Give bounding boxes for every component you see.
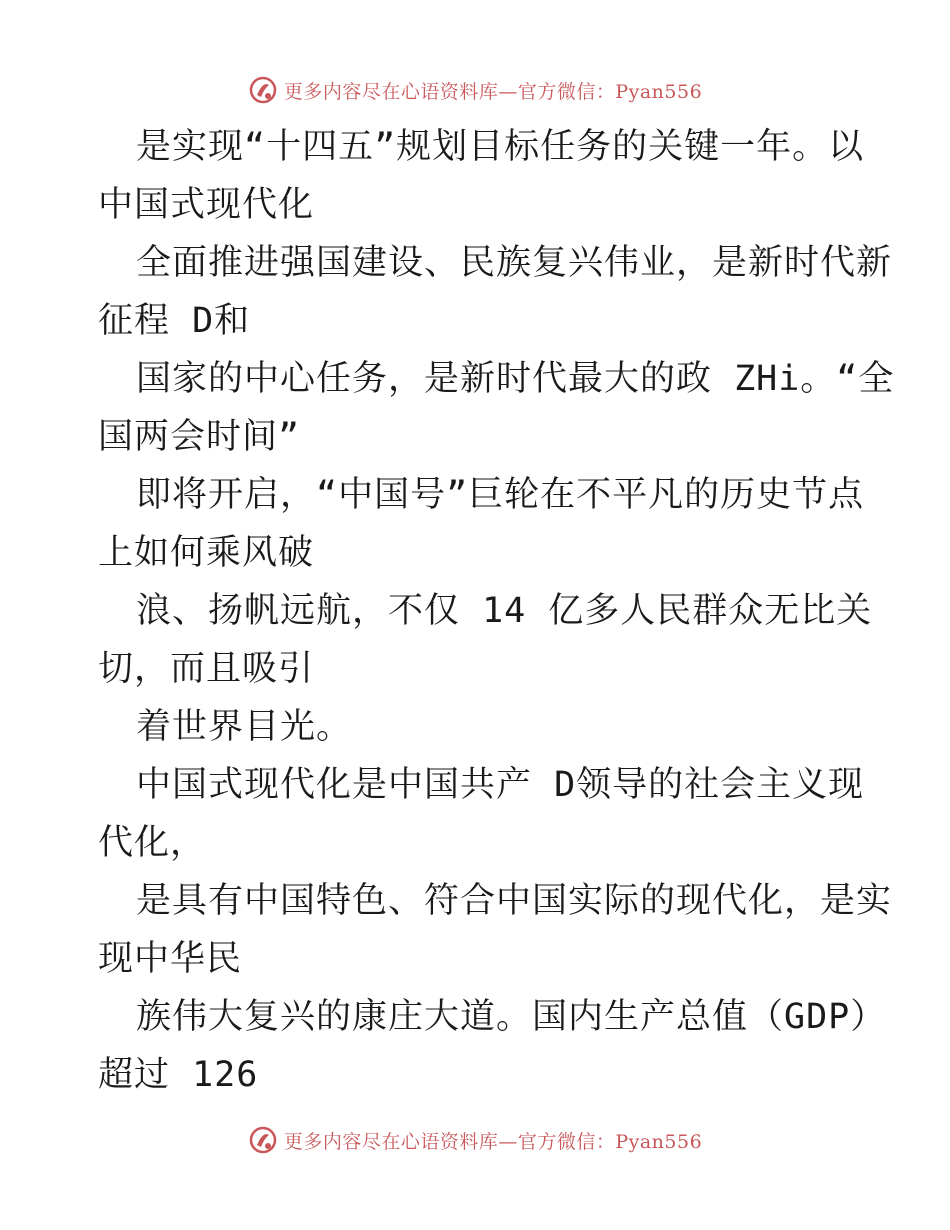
text-line: 上如何乘风破 <box>98 533 315 573</box>
text-line: 中国式现代化是中国共产 D领导的社会主义现 <box>136 765 865 805</box>
document-body <box>98 118 895 1104</box>
text-line: 浪、扬帆远航，不仅 14 亿多人民群众无比关 <box>136 591 873 631</box>
text-line: 是具有中国特色、符合中国实际的现代化，是实 <box>136 881 893 921</box>
footer-watermark <box>0 1120 950 1160</box>
seal-logo-icon <box>248 1125 278 1155</box>
text-line: 征程 D和 <box>98 301 251 341</box>
seal-logo-icon <box>248 75 278 105</box>
text-line: 切，而且吸引 <box>98 649 315 689</box>
text-line: 是实现“十四五”规划目标任务的关键一年。以 <box>136 127 865 167</box>
text-line: 现中华民 <box>98 939 243 979</box>
watermark-text: 更多内容尽在心语资料库—官方微信：Pyan556 <box>283 80 703 103</box>
text-line: 超过 126 <box>98 1055 259 1095</box>
text-line: 族伟大复兴的康庄大道。国内生产总值（GDP） <box>136 997 887 1037</box>
text-line: 即将开启，“中国号”巨轮在不平凡的历史节点 <box>136 475 865 515</box>
text-line: 国两会时间” <box>98 417 301 457</box>
text-line: 国家的中心任务，是新时代最大的政 ZHi。“全 <box>136 359 895 399</box>
text-line: 代化， <box>98 823 207 863</box>
header-watermark <box>0 70 950 110</box>
text-line: 全面推进强国建设、民族复兴伟业，是新时代新 <box>136 243 893 283</box>
text-line: 中国式现代化 <box>98 185 315 225</box>
text-line: 着世界目光。 <box>136 707 353 747</box>
watermark-text: 更多内容尽在心语资料库—官方微信：Pyan556 <box>283 1130 703 1153</box>
